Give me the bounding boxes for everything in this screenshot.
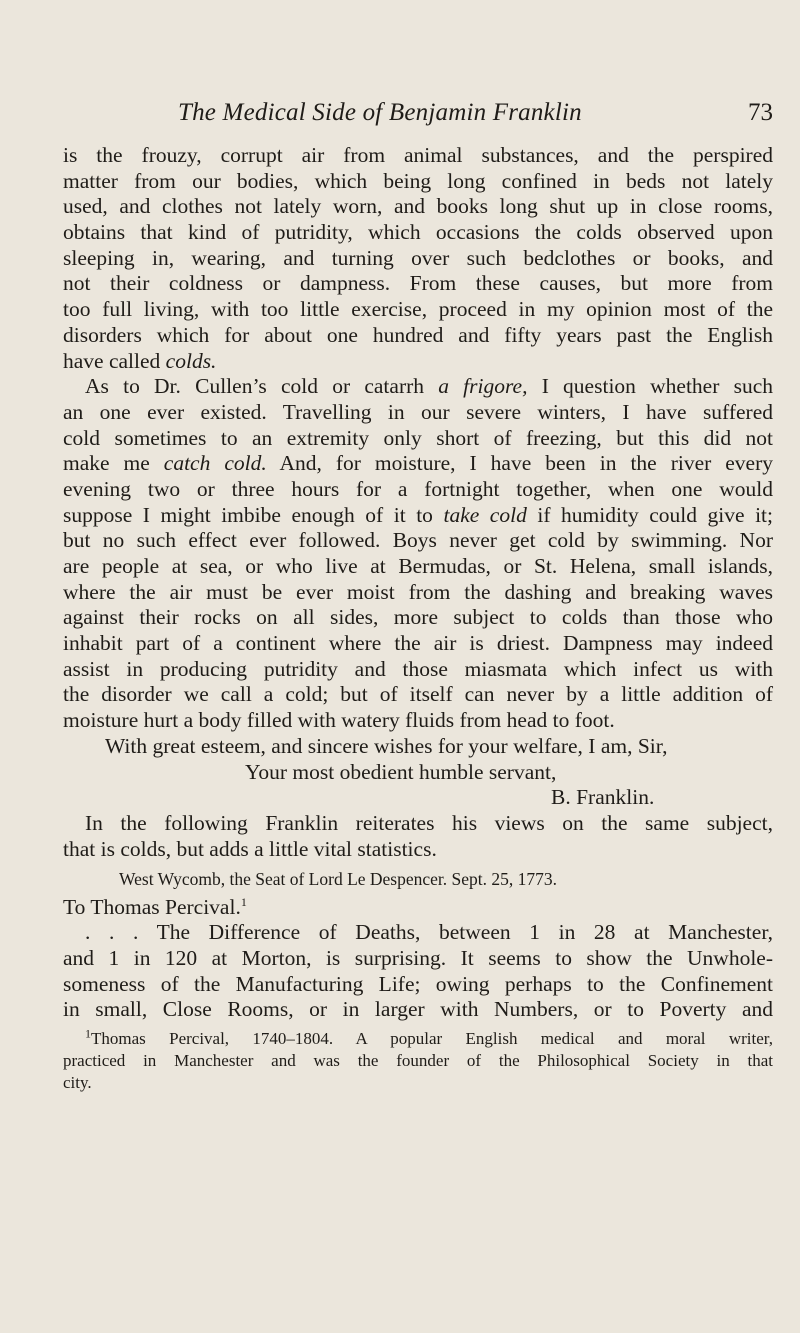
text-line: disorders which for about one hundred and fifty years past the English [63, 322, 773, 347]
letter-closing: Your most obedient humble servant, [245, 759, 557, 784]
letter-closing: With great esteem, and sincere wishes for your welfare, I am, Sir, [105, 733, 668, 758]
text-line [63, 349, 773, 375]
text-line [63, 503, 773, 529]
letter-addressee [63, 894, 773, 920]
italic-term: take cold [443, 502, 527, 527]
text-line: obtains that kind of putridity, which occasions the colds observed upon [63, 220, 773, 245]
text-line: cold sometimes to an extremity only short of freezing, but this did not [63, 425, 773, 450]
text-run: have called [63, 348, 166, 373]
footnote-text: Thomas Percival, 1740–1804. A popular English medical and moral writer, [91, 1029, 773, 1048]
text-line: used, and clothes not lately worn, and books long shut up in close rooms, [63, 194, 773, 219]
italic-term: catch cold. [163, 451, 267, 476]
running-title: The Medical Side of Benjamin Franklin [178, 99, 582, 126]
text-line: moisture hurt a body filled with watery fluids from head to foot. [63, 708, 615, 733]
text-line: . . . The Difference of Deaths, between 1 in 28 at Manchester, [85, 920, 773, 945]
text-line: that is colds, but adds a little vital statistics. [63, 836, 437, 861]
text-line: are people at sea, or who live at Bermudas, or St. Helena, small islands, [63, 554, 773, 578]
letter-signature: B. Franklin. [551, 785, 655, 810]
footnote-reference: 1 [240, 895, 247, 910]
running-head [143, 99, 773, 131]
text-run: And, for moisture, I have been in the river every [266, 451, 774, 476]
letter-dateline: West Wycomb, the Seat of Lord Le Despencer. Sept. 25, 1773. [119, 869, 558, 890]
text-line: an one ever existed. Travelling in our severe winters, I have suffered [63, 399, 773, 424]
text-line: where the air must be ever moist from the dashing and breaking waves [63, 579, 773, 604]
text-line: but no such effect ever followed. Boys never get cold by swimming. Nor [63, 528, 773, 553]
text-line [63, 374, 773, 400]
text-line: assist in producing putridity and those miasmata which infect us with [63, 656, 773, 681]
text-line: someness of the Manufacturing Life; owing perhaps to the Confinement [63, 971, 773, 996]
text-run: As to Dr. Cullen’s cold or catarrh [85, 374, 439, 399]
text-line: evening two or three hours for a fortnight together, when one would [63, 476, 773, 501]
footnote-mark: 1 [85, 1026, 91, 1041]
text-line: in small, Close Rooms, or in larger with Numbers, or to Poverty and [63, 997, 773, 1022]
text-run: suppose I might imbibe enough of it to [63, 502, 444, 527]
addressee-text: To Thomas Percival. [63, 895, 241, 920]
text-line: matter from our bodies, which being long confined in beds not lately [63, 168, 773, 193]
text-line: In the following Franklin reiterates his views on the same subject, [85, 810, 773, 835]
text-line [63, 451, 773, 477]
text-line: the disorder we call a cold; but of itself can never by a little addition of [63, 682, 773, 707]
footnote-line: city. [63, 1073, 92, 1092]
footnote-line: practiced in Manchester and was the founder of the Philosophical Society in that [63, 1051, 773, 1070]
footnote-line [63, 1028, 773, 1050]
text-line: is the frouzy, corrupt air from animal substances, and the perspired [63, 143, 773, 167]
text-run: I question whether such [527, 374, 773, 399]
italic-term: colds. [165, 348, 217, 373]
body-text [63, 143, 773, 1023]
text-line: inhabit part of a continent where the air is driest. Dampness may indeed [63, 631, 773, 656]
text-line: not their coldness or dampness. From these causes, but more from [63, 271, 773, 296]
text-run: if humidity could give it; [526, 502, 773, 527]
text-line: and 1 in 120 at Morton, is surprising. It seems to show the Unwhole- [63, 945, 773, 970]
text-line: sleeping in, wearing, and turning over such bedclothes or books, and [63, 245, 773, 270]
text-line: against their rocks on all sides, more subject to colds than those who [63, 605, 773, 630]
italic-term: a frigore, [438, 374, 528, 399]
footnotes [63, 1028, 773, 1094]
text-line: too full living, with too little exercise, proceed in my opinion most of the [63, 297, 773, 322]
text-run: make me [63, 451, 164, 476]
page-number: 73 [748, 99, 773, 126]
